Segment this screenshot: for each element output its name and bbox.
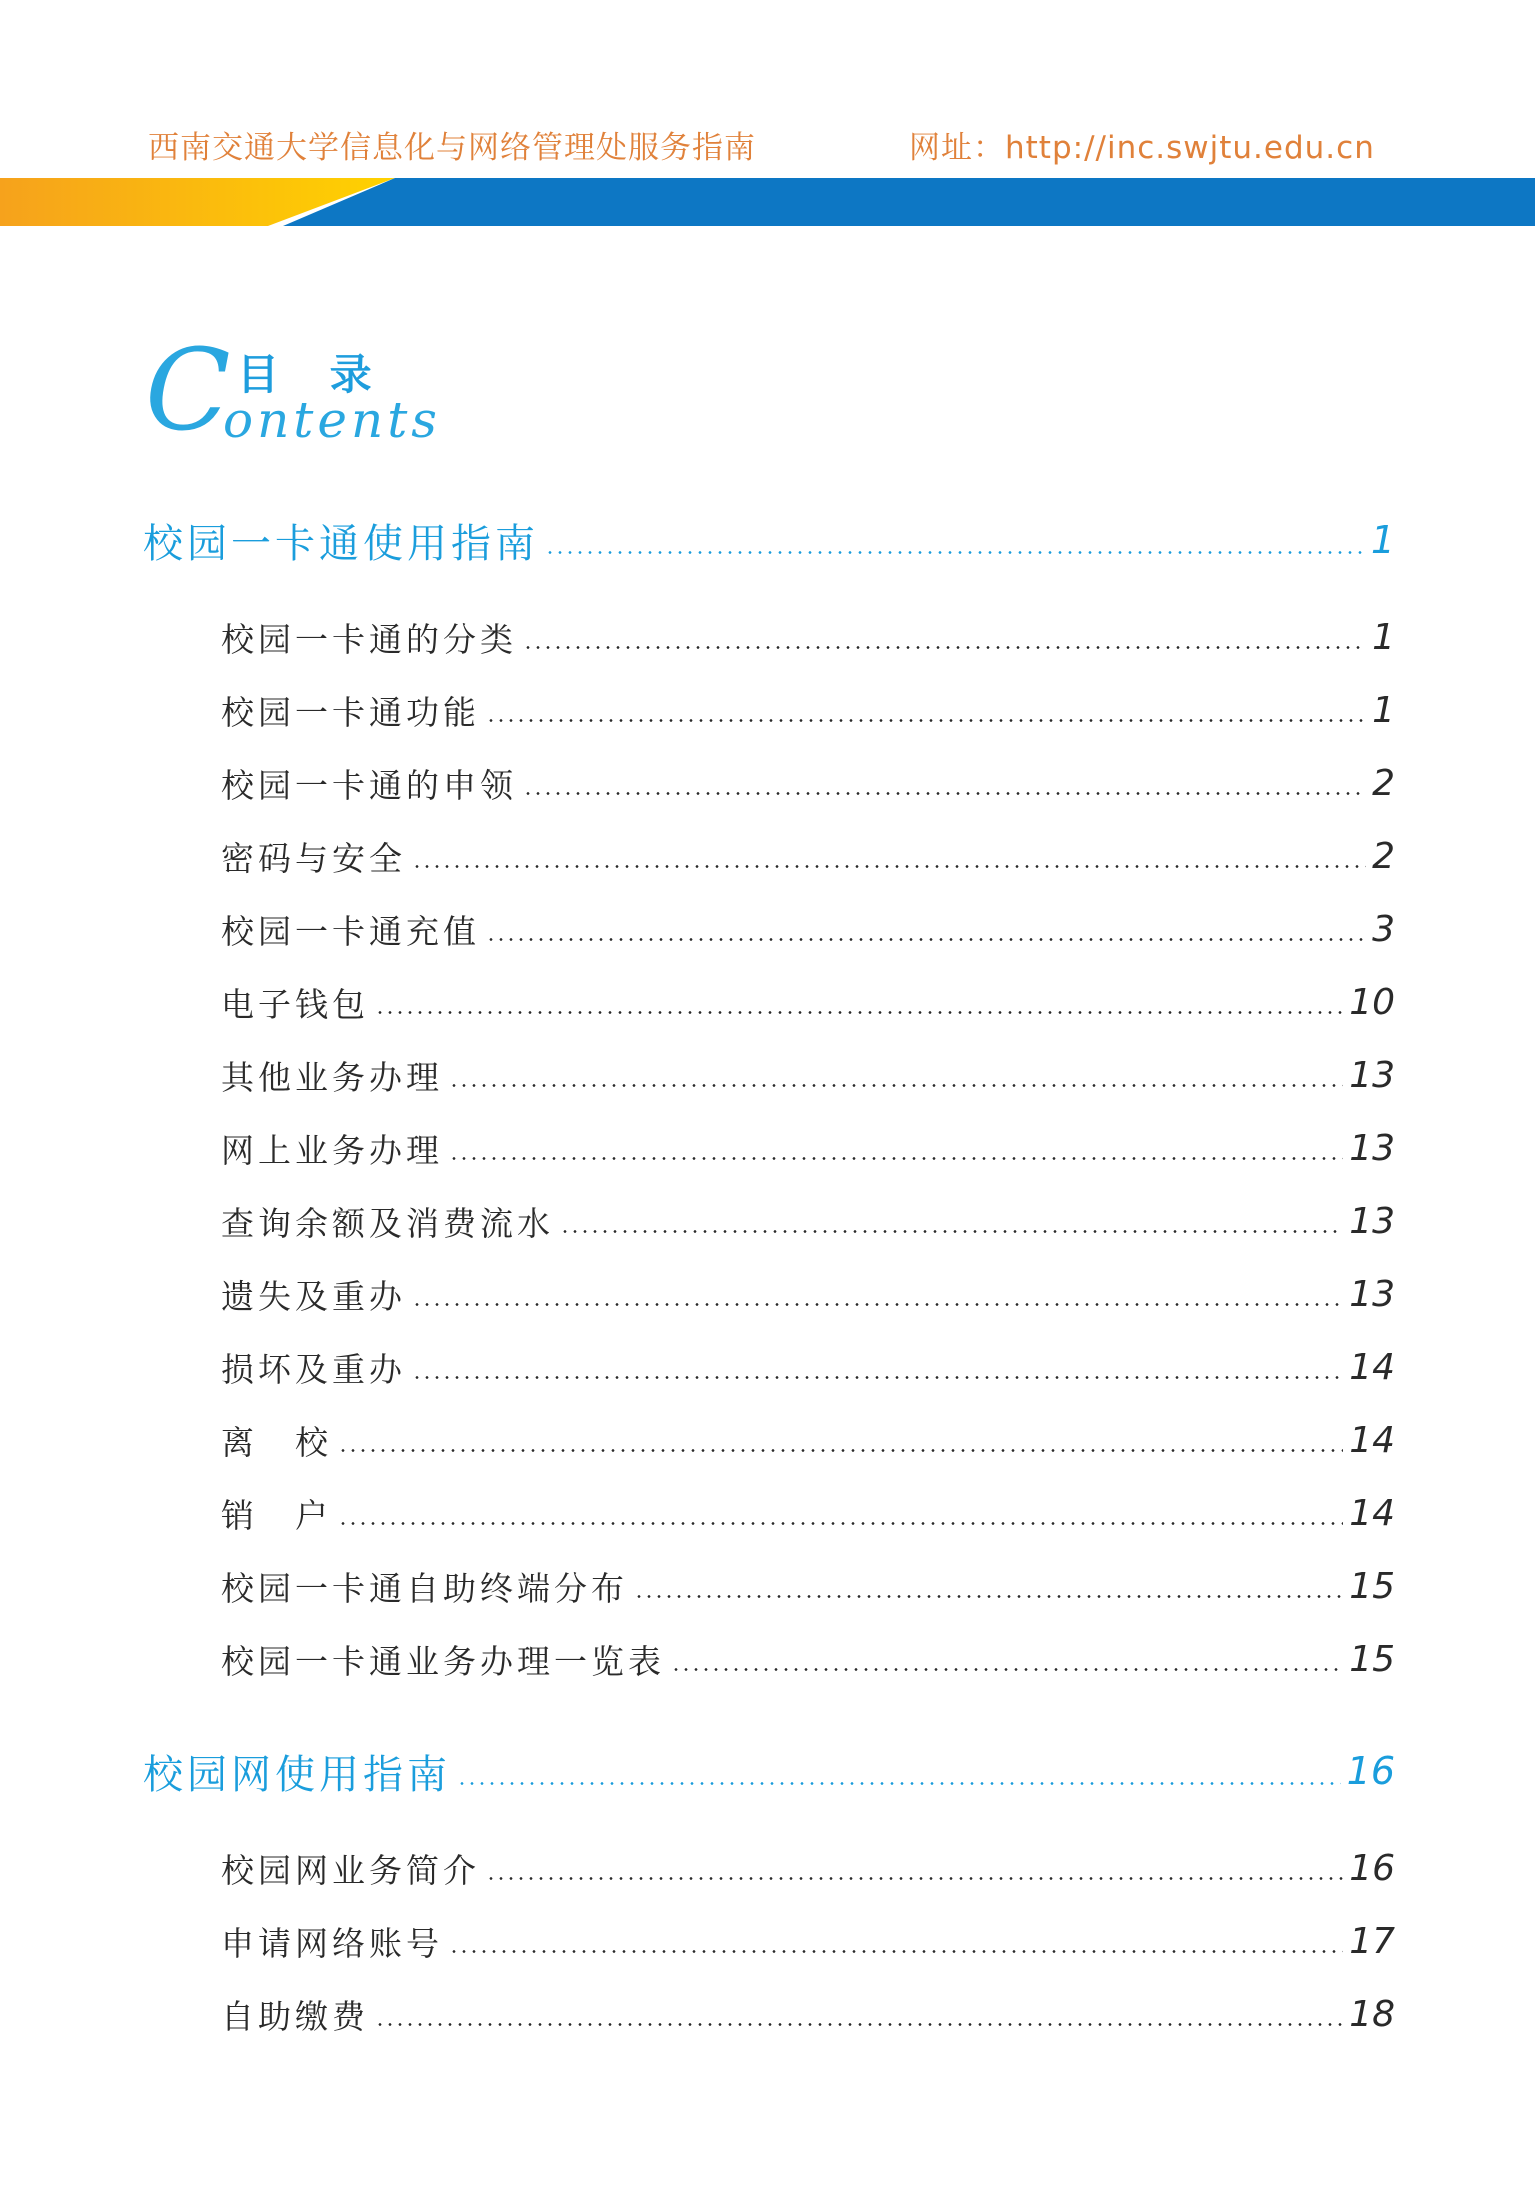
page-header [0, 0, 1535, 230]
toc-item[interactable] [221, 904, 1395, 954]
toc-item-page: 15 [1349, 1638, 1395, 1680]
toc-leader-dots [560, 1230, 1343, 1233]
toc-leader-dots [412, 1376, 1343, 1379]
header-guide-title: 西南交通大学信息化与网络管理处服务指南 [148, 130, 756, 166]
toc-item-page: 14 [1349, 1419, 1395, 1461]
header-website: 网址：http://inc.swjtu.edu.cn [909, 130, 1375, 166]
toc-item[interactable] [221, 1269, 1395, 1319]
toc-item-title: 损坏及重办 [221, 1349, 406, 1389]
toc-leader-dots [449, 1157, 1343, 1160]
toc-item[interactable] [221, 1050, 1395, 1100]
toc-section-title: 校园一卡通使用指南 [143, 520, 539, 567]
toc-leader-dots [412, 865, 1366, 868]
toc-leader-dots [671, 1668, 1343, 1671]
toc-item-page: 16 [1349, 1847, 1395, 1889]
toc-item[interactable] [221, 1843, 1395, 1893]
contents-title-cn: 目 录 [237, 350, 390, 399]
toc-leader-dots [523, 792, 1366, 795]
toc-item-title: 校园网业务简介 [221, 1850, 480, 1890]
toc-item-page: 18 [1349, 1993, 1395, 2035]
toc-item-page: 2 [1372, 835, 1395, 877]
toc-item-page: 13 [1349, 1200, 1395, 1242]
toc-item-title: 校园一卡通功能 [221, 692, 480, 732]
toc-item-title: 校园一卡通业务办理一览表 [221, 1641, 665, 1681]
toc-leader-dots [486, 1877, 1343, 1880]
toc-leader-dots [486, 719, 1366, 722]
toc-leader-dots [338, 1449, 1343, 1452]
toc-section-card[interactable] [143, 510, 1395, 570]
toc-section-page: 16 [1346, 1749, 1395, 1793]
toc-item-title: 遗失及重办 [221, 1276, 406, 1316]
toc-item-title: 校园一卡通的申领 [221, 765, 517, 805]
contents-title-en: ontents [223, 391, 441, 449]
toc-leader-dots [375, 1011, 1343, 1014]
toc-item-page: 1 [1372, 616, 1395, 658]
toc-item[interactable] [221, 1123, 1395, 1173]
toc-item[interactable] [221, 1916, 1395, 1966]
header-color-band [0, 178, 1535, 226]
toc-item-page: 3 [1372, 908, 1395, 950]
toc-leader-dots [449, 1950, 1343, 1953]
toc-item-page: 17 [1349, 1920, 1395, 1962]
toc-item[interactable] [221, 1415, 1395, 1465]
toc-item[interactable] [221, 1989, 1395, 2039]
toc-item-title: 其他业务办理 [221, 1057, 443, 1097]
toc-item[interactable] [221, 1342, 1395, 1392]
toc-item[interactable] [221, 831, 1395, 881]
toc-leader-dots [486, 938, 1366, 941]
toc-item-title: 销 户 [221, 1495, 332, 1535]
toc-item-page: 14 [1349, 1492, 1395, 1534]
toc-item-title: 电子钱包 [221, 984, 369, 1024]
toc-item-page: 10 [1349, 981, 1395, 1023]
toc-item-title: 校园一卡通的分类 [221, 619, 517, 659]
toc-section-title: 校园网使用指南 [143, 1751, 451, 1798]
toc-item-page: 13 [1349, 1127, 1395, 1169]
toc-item[interactable] [221, 977, 1395, 1027]
toc-item-title: 校园一卡通充值 [221, 911, 480, 951]
toc-item[interactable] [221, 1561, 1395, 1611]
toc-item-page: 13 [1349, 1273, 1395, 1315]
toc-leader-dots [634, 1595, 1343, 1598]
toc-item-page: 14 [1349, 1346, 1395, 1388]
contents-heading [145, 326, 465, 456]
toc-item[interactable] [221, 1634, 1395, 1684]
toc-item[interactable] [221, 1196, 1395, 1246]
toc-leader-dots [545, 551, 1365, 554]
toc-item-page: 1 [1372, 689, 1395, 731]
toc-item[interactable] [221, 685, 1395, 735]
contents-initial-c: C [145, 326, 231, 456]
toc-item[interactable] [221, 1488, 1395, 1538]
toc-item-page: 15 [1349, 1565, 1395, 1607]
toc-item-title: 密码与安全 [221, 838, 406, 878]
toc-item-title: 申请网络账号 [221, 1923, 443, 1963]
toc-leader-dots [338, 1522, 1343, 1525]
toc-leader-dots [449, 1084, 1343, 1087]
toc-leader-dots [375, 2023, 1343, 2026]
toc-item-title: 自助缴费 [221, 1996, 369, 2036]
toc-section-network[interactable] [143, 1741, 1395, 1801]
toc-leader-dots [523, 646, 1366, 649]
toc-item-page: 13 [1349, 1054, 1395, 1096]
toc-item[interactable] [221, 612, 1395, 662]
toc-item-title: 网上业务办理 [221, 1130, 443, 1170]
toc-leader-dots [412, 1303, 1343, 1306]
toc-item-page: 2 [1372, 762, 1395, 804]
toc-item[interactable] [221, 758, 1395, 808]
toc-item-title: 校园一卡通自助终端分布 [221, 1568, 628, 1608]
toc-leader-dots [457, 1782, 1341, 1785]
toc-section-page: 1 [1370, 518, 1395, 562]
toc-item-title: 查询余额及消费流水 [221, 1203, 554, 1243]
toc-item-title: 离 校 [221, 1422, 332, 1462]
